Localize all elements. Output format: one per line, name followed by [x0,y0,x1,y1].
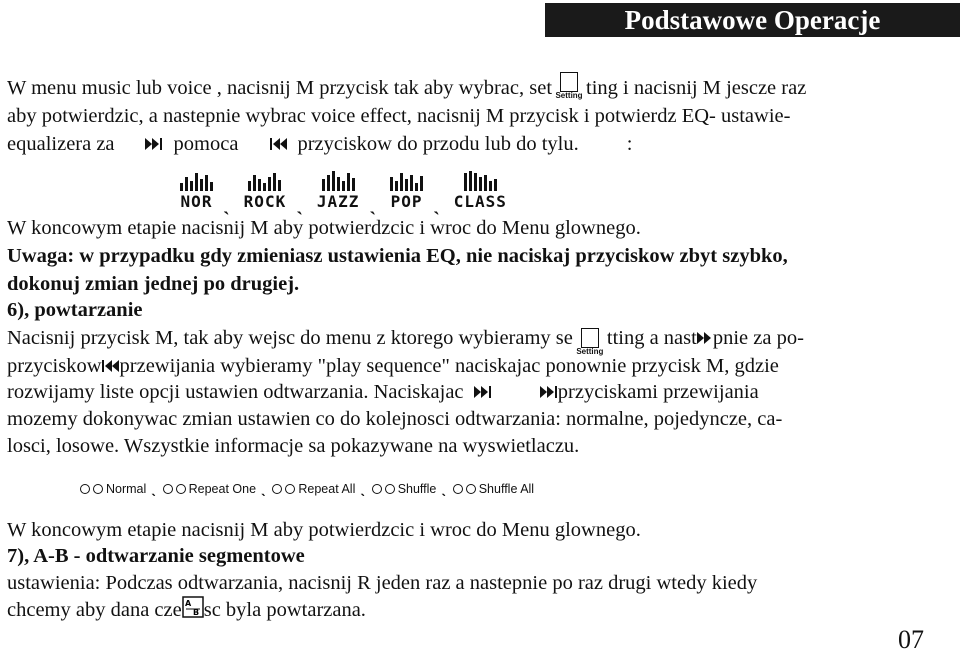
eq-bars-icon [248,169,281,191]
eq-bars-icon [464,169,497,191]
play-mode-label: Repeat All [298,482,356,496]
next-track-icon [145,131,163,159]
separator: ˎ [360,480,366,497]
play-mode-repeat-all [272,482,355,496]
play-mode-label: Normal [106,482,147,496]
separator: ˎ [369,193,377,215]
text-line: equalizera za pomoca przyciskow do przodu lub do tylu. : [7,130,632,159]
text-line: rozwijamy liste opcji ustawien odtwarzania. Naciskajac przyciskami przewijania [7,378,759,407]
section-heading: 7), A-B - odtwarzanie segmentowe [7,545,305,567]
eq-mode-class [454,169,507,211]
next-track-icon [540,379,558,407]
eq-mode-label: POP [390,192,423,211]
svg-text:B: B [192,608,199,618]
separator: ˎ [296,193,303,215]
mode-icon [285,484,295,494]
eq-mode-pop [390,169,423,211]
next-track-icon [697,325,713,353]
note-line: Uwaga: w przypadku gdy zmieniasz ustawienia EQ, nie naciskaj przyciskow zbyt szybko, [7,245,788,267]
text-line: W koncowym etapie nacisnij M aby potwierdzcic i wroc do Menu glownego. [7,217,641,239]
eq-mode-label: ROCK [243,192,287,211]
eq-modes-row [180,165,507,215]
eq-bars-icon [180,169,213,191]
text-line: W menu music lub voice , nacisnij M przycisk tak aby wybrac, set Setting ting i nacisnij M jescze raz [7,74,806,102]
eq-mode-label: NOR [180,192,213,211]
next-track-icon [474,379,492,407]
text-line: mozemy dokonywac zmian ustawien co do kolejnosci odtwarzania: normalne, pojedyncze, ca- [7,408,783,430]
note-line: dokonuj zmian jednej po drugiej. [7,273,300,295]
text-line: aby potwierdzic, a nastepnie wybrac voice effect, nacisnij M przycisk i potwierdz EQ- ustawie- [7,105,791,127]
play-mode-label: Shuffle All [478,482,535,496]
disc-icon [272,484,282,494]
setting-icon: Setting [552,74,586,100]
play-modes-row [80,482,534,496]
eq-mode-rock [244,169,287,211]
play-mode-repeat-one [163,482,256,496]
separator: ˎ [433,193,440,215]
eq-mode-label: JAZZ [316,192,360,211]
play-mode-shuffle-all [453,482,534,496]
page-number: 07 [898,625,924,654]
mode-icon [385,484,395,494]
separator: ˎ [441,480,447,497]
eq-mode-jazz [317,169,360,211]
ab-repeat-icon [182,596,204,626]
text-line: ustawienia: Podczas odtwarzania, nacisnij R jeden raz a nastepnie po raz drugi wtedy kiedy [7,572,758,594]
mode-icon [176,484,186,494]
prev-track-icon [269,131,287,159]
page-header: Podstawowe Operacje [545,3,960,37]
text-line: Nacisnij przycisk M, tak aby wejsc do menu z ktorego wybieramy se Setting tting a nast pnie za po- [7,327,804,356]
play-mode-shuffle [372,482,437,496]
disc-icon [163,484,173,494]
eq-mode-nor [180,169,213,211]
svg-text:A: A [184,599,191,609]
disc-icon [80,484,90,494]
eq-mode-label: CLASS [453,192,507,211]
play-mode-label: Shuffle [397,482,437,496]
setting-icon: Setting [573,330,607,356]
disc-icon [372,484,382,494]
disc-icon [453,484,463,494]
separator: ˎ [261,480,267,497]
text-line: W koncowym etapie nacisnij M aby potwierdzcic i wroc do Menu glownego. [7,519,641,541]
play-mode-label: Repeat One [188,482,257,496]
eq-bars-icon [390,169,423,191]
text-line: chcemy aby dana cze A B sc byla powtarzana. [7,596,366,626]
section-heading: 6), powtarzanie [7,299,143,321]
eq-bars-icon [322,169,355,191]
mode-icon [466,484,476,494]
text-line: losci, losowe. Wszystkie informacje sa pokazywane na wyswietlaczu. [7,435,580,457]
mode-icon [93,484,103,494]
separator: ˎ [151,480,157,497]
play-mode-normal [80,482,146,496]
text-line: przyciskow przewijania wybieramy "play sequence" naciskajac ponownie przycisk M, gdzie [7,352,779,381]
separator: ˎ [223,193,230,215]
